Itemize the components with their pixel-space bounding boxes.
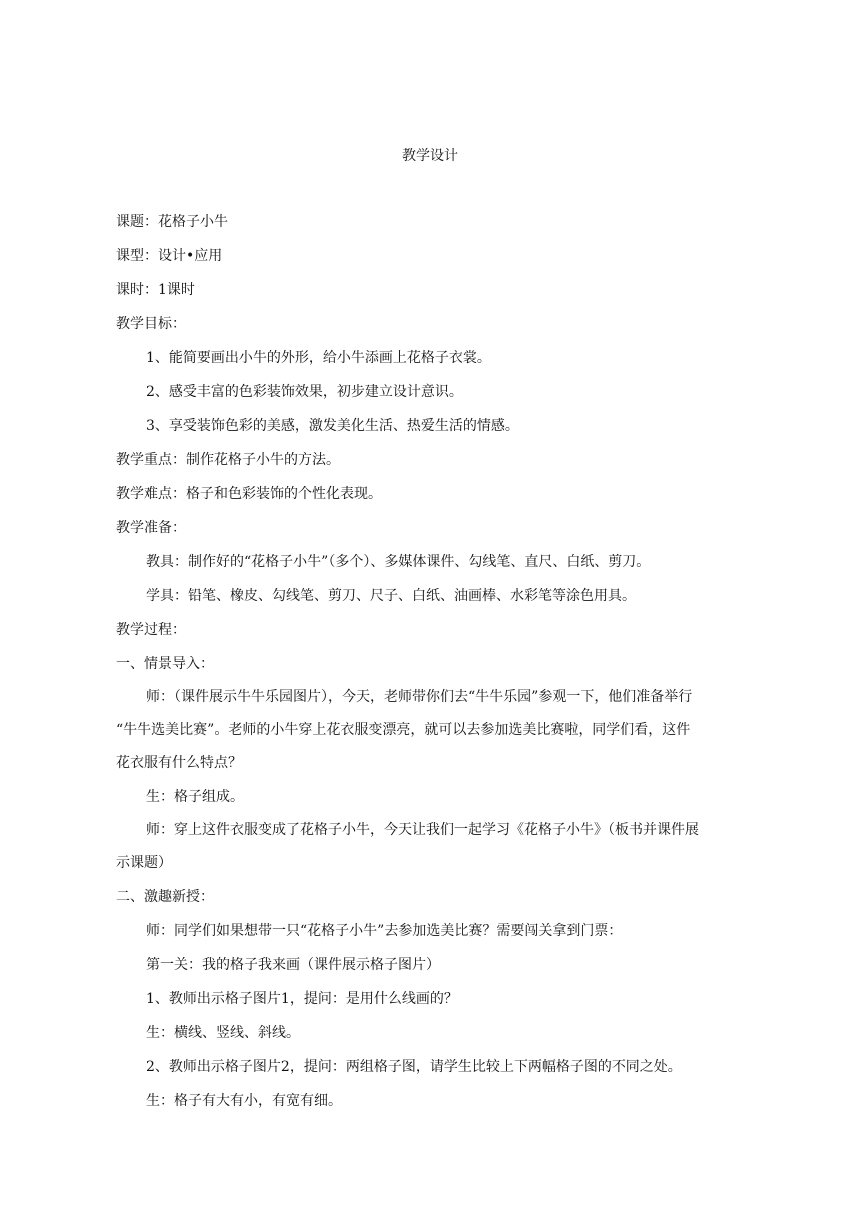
teacher-topic-paragraph xyxy=(116,814,742,880)
preparation-heading: 教学准备： xyxy=(116,520,186,536)
lesson-hours: 课时：1课时 xyxy=(116,282,195,298)
teacher-intro-line-1: 师：（课件展示牛牛乐园图片），今天，老师带你们去“牛牛乐园”参观一下，他们准备举行 xyxy=(146,689,693,705)
teacher-topic-line-1: 师：穿上这件衣服变成了花格子小牛，今天让我们一起学习《花格子小牛》（板书并课件展 xyxy=(146,822,699,838)
document-title: 教学设计 xyxy=(402,148,458,164)
step-1: 1、教师出示格子图片1，提问：是用什么线画的？ xyxy=(146,991,458,1007)
key-point: 教学重点：制作花格子小牛的方法。 xyxy=(116,452,340,468)
level-1: 第一关：我的格子我来画（课件展示格子图片） xyxy=(146,957,440,973)
document-body xyxy=(116,212,742,1125)
student-answer-3: 生：格子有大有小，有宽有细。 xyxy=(146,1093,342,1109)
teacher-topic-line-2: 示课题） xyxy=(116,855,172,871)
student-answer-2: 生：横线、竖线、斜线。 xyxy=(146,1025,300,1041)
lesson-type: 课型：设计•应用 xyxy=(116,248,223,264)
process-heading: 教学过程： xyxy=(116,622,186,638)
student-answer-1: 生：格子组成。 xyxy=(146,789,244,805)
teacher-challenge: 师：同学们如果想带一只“花格子小牛”去参加选美比赛？需要闯关拿到门票： xyxy=(146,923,623,939)
objectives-heading: 教学目标： xyxy=(116,316,186,332)
objective-3: 3、享受装饰色彩的美感，激发美化生活、热爱生活的情感。 xyxy=(146,418,519,434)
difficult-point: 教学难点：格子和色彩装饰的个性化表现。 xyxy=(116,486,382,502)
teacher-materials: 教具：制作好的“花格子小牛”（多个）、多媒体课件、勾线笔、直尺、白纸、剪刀。 xyxy=(146,554,651,570)
student-materials: 学具：铅笔、橡皮、勾线笔、剪刀、尺子、白纸、油画棒、水彩笔等涂色用具。 xyxy=(146,588,636,604)
objective-1: 1、能简要画出小牛的外形，给小牛添画上花格子衣裳。 xyxy=(146,350,491,366)
teacher-intro-line-3: 花衣服有什么特点？ xyxy=(116,755,242,771)
teacher-intro-paragraph xyxy=(116,681,742,780)
section-2-heading: 二、激趣新授： xyxy=(116,889,214,905)
step-2: 2、教师出示格子图片2，提问：两组格子图，请学生比较上下两幅格子图的不同之处。 xyxy=(146,1059,682,1075)
objective-2: 2、感受丰富的色彩装饰效果，初步建立设计意识。 xyxy=(146,384,463,400)
lesson-topic: 课题：花格子小牛 xyxy=(116,214,228,230)
section-1-heading: 一、情景导入： xyxy=(116,656,214,672)
teacher-intro-line-2: “牛牛选美比赛”。老师的小牛穿上花衣服变漂亮，就可以去参加选美比赛啦，同学们看，这件 xyxy=(116,722,691,738)
